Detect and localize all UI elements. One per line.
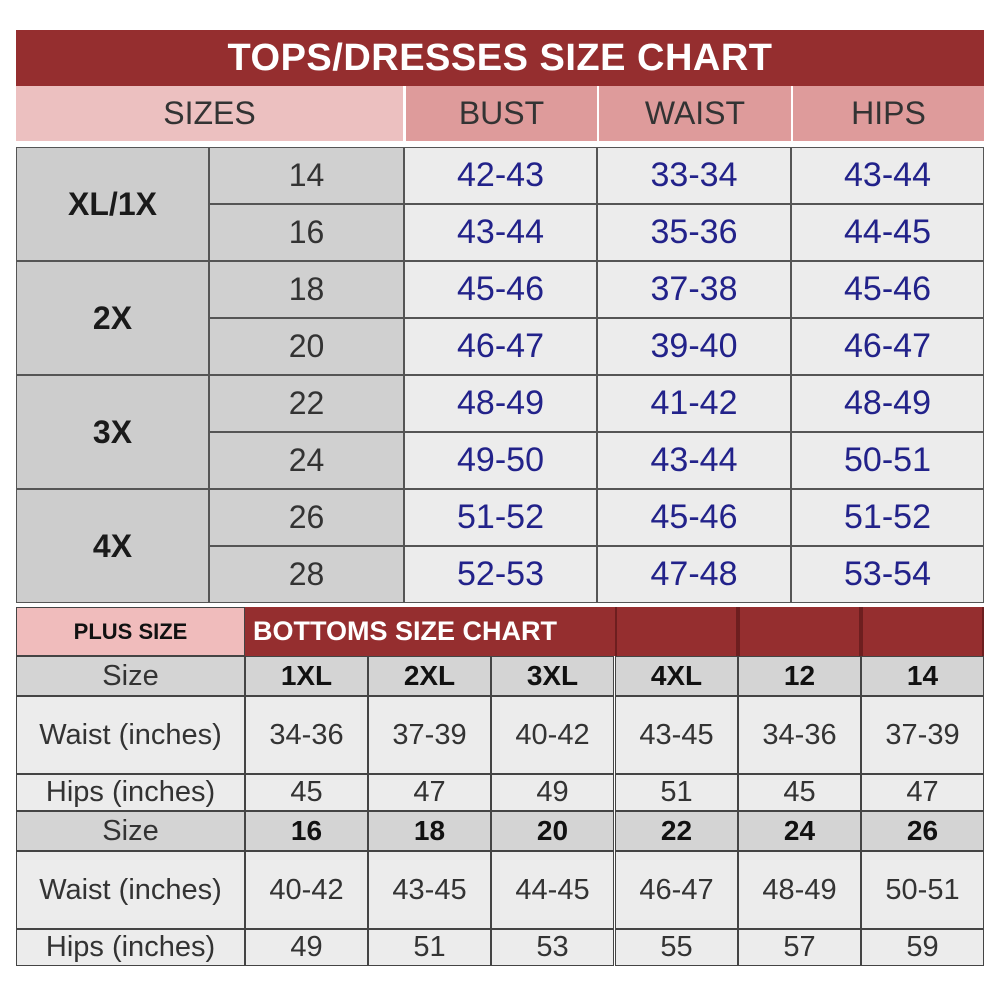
header-fill — [738, 607, 861, 656]
bottom-waist-value: 43-45 — [615, 696, 738, 774]
bottom-hips-value: 47 — [368, 774, 491, 811]
bottom-waist-value: 48-49 — [738, 851, 861, 929]
hips-value: 44-45 — [791, 204, 984, 261]
numeric-size: 26 — [209, 489, 404, 546]
bottoms-chart-title: BOTTOMS SIZE CHART — [245, 607, 615, 656]
bust-value: 45-46 — [404, 261, 597, 318]
size-group-label: 3X — [16, 375, 209, 489]
bottom-size: 26 — [861, 811, 984, 851]
bottom-hips-value: 49 — [245, 929, 368, 966]
waist-value: 45-46 — [597, 489, 791, 546]
bottom-size: 18 — [368, 811, 491, 851]
bottom-waist-value: 37-39 — [861, 696, 984, 774]
size-group-label: XL/1X — [16, 147, 209, 261]
size-group-label: 4X — [16, 489, 209, 603]
waist-value: 47-48 — [597, 546, 791, 603]
hips-value: 51-52 — [791, 489, 984, 546]
bottom-size: 3XL — [491, 656, 614, 696]
waist-value: 33-34 — [597, 147, 791, 204]
size-group-label: 2X — [16, 261, 209, 375]
bottom-size: 24 — [738, 811, 861, 851]
bottom-hips-value: 47 — [861, 774, 984, 811]
header-fill — [615, 607, 738, 656]
bottom-waist-value: 40-42 — [491, 696, 614, 774]
bottom-hips-value: 45 — [245, 774, 368, 811]
hips-value: 46-47 — [791, 318, 984, 375]
plus-size-label: PLUS SIZE — [16, 607, 245, 656]
bottom-waist-value: 44-45 — [491, 851, 614, 929]
bottom-waist-value: 46-47 — [615, 851, 738, 929]
hips-value: 53-54 — [791, 546, 984, 603]
bottom-size: 1XL — [245, 656, 368, 696]
hips-value: 50-51 — [791, 432, 984, 489]
bottom-hips-value: 51 — [368, 929, 491, 966]
bottom-hips-value: 55 — [615, 929, 738, 966]
numeric-size: 14 — [209, 147, 404, 204]
bust-value: 42-43 — [404, 147, 597, 204]
bust-value: 52-53 — [404, 546, 597, 603]
bottom-waist-value: 40-42 — [245, 851, 368, 929]
hips-value: 43-44 — [791, 147, 984, 204]
numeric-size: 28 — [209, 546, 404, 603]
numeric-size: 24 — [209, 432, 404, 489]
size-row-label: Size — [16, 811, 245, 851]
bust-value: 48-49 — [404, 375, 597, 432]
bottom-size: 20 — [491, 811, 614, 851]
bottom-size: 22 — [615, 811, 738, 851]
bust-value: 43-44 — [404, 204, 597, 261]
bottom-hips-value: 53 — [491, 929, 614, 966]
bottom-size: 4XL — [615, 656, 738, 696]
hips-header: HIPS — [791, 86, 984, 141]
bottom-hips-value: 51 — [615, 774, 738, 811]
numeric-size: 22 — [209, 375, 404, 432]
bust-value: 51-52 — [404, 489, 597, 546]
tops-chart-title: TOPS/DRESSES SIZE CHART — [16, 30, 984, 86]
bottom-size: 12 — [738, 656, 861, 696]
bust-value: 49-50 — [404, 432, 597, 489]
bust-header: BUST — [404, 86, 597, 141]
sizes-header: SIZES — [16, 86, 403, 141]
bottom-hips-value: 45 — [738, 774, 861, 811]
bottom-hips-value: 49 — [491, 774, 614, 811]
bottom-waist-value: 43-45 — [368, 851, 491, 929]
waist-value: 35-36 — [597, 204, 791, 261]
waist-row-label: Waist (inches) — [16, 851, 245, 929]
waist-value: 41-42 — [597, 375, 791, 432]
bust-value: 46-47 — [404, 318, 597, 375]
bottom-size: 2XL — [368, 656, 491, 696]
numeric-size: 16 — [209, 204, 404, 261]
hips-row-label: Hips (inches) — [16, 774, 245, 811]
waist-value: 39-40 — [597, 318, 791, 375]
numeric-size: 20 — [209, 318, 404, 375]
bottom-waist-value: 34-36 — [245, 696, 368, 774]
hips-value: 48-49 — [791, 375, 984, 432]
header-fill — [861, 607, 984, 656]
bottom-waist-value: 37-39 — [368, 696, 491, 774]
bottom-size: 16 — [245, 811, 368, 851]
bottom-size: 14 — [861, 656, 984, 696]
hips-value: 45-46 — [791, 261, 984, 318]
size-row-label: Size — [16, 656, 245, 696]
waist-value: 43-44 — [597, 432, 791, 489]
bottom-hips-value: 57 — [738, 929, 861, 966]
waist-value: 37-38 — [597, 261, 791, 318]
waist-header: WAIST — [597, 86, 791, 141]
waist-row-label: Waist (inches) — [16, 696, 245, 774]
bottom-waist-value: 34-36 — [738, 696, 861, 774]
hips-row-label: Hips (inches) — [16, 929, 245, 966]
bottom-hips-value: 59 — [861, 929, 984, 966]
numeric-size: 18 — [209, 261, 404, 318]
bottom-waist-value: 50-51 — [861, 851, 984, 929]
